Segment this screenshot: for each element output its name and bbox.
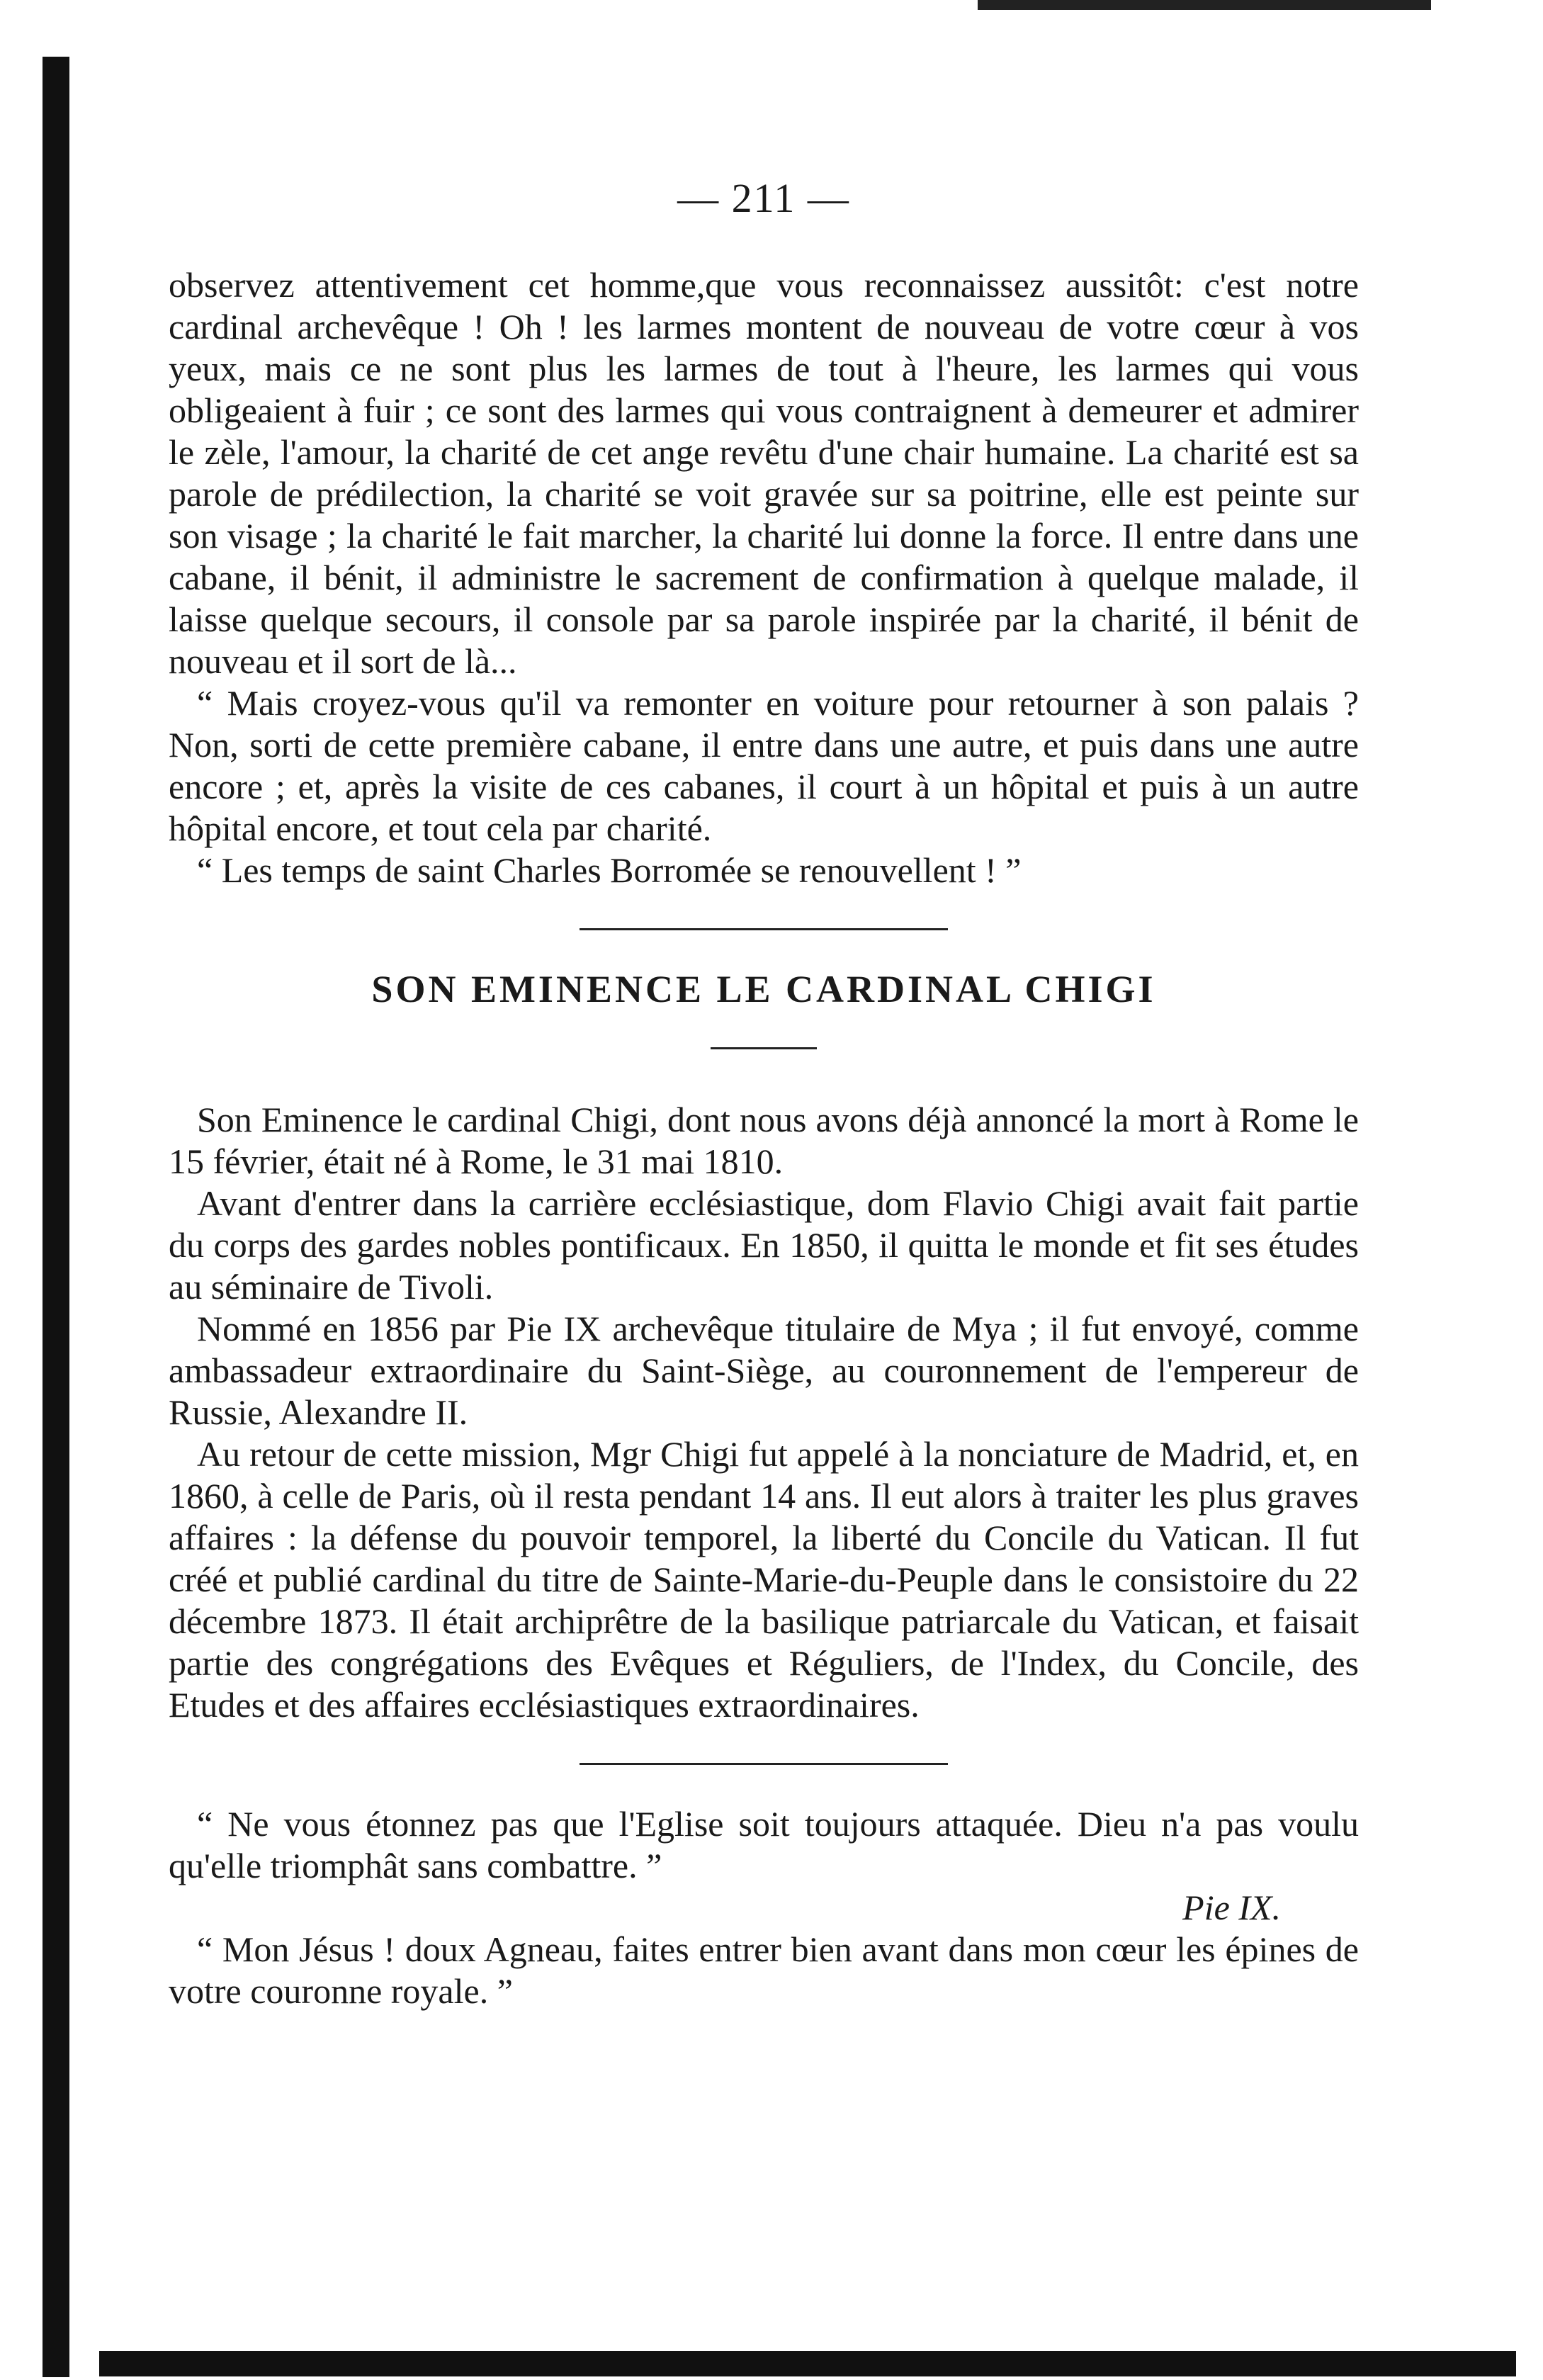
book-page [169,177,1359,2012]
section-cardinal-chigi [169,1099,1359,1726]
heading-underline [711,1047,817,1049]
quote: “ Mon Jésus ! doux Agneau, faites entrer bien avant dans mon cœur les épines de votre couronne royale. ” [169,1929,1359,2011]
paragraph: Nommé en 1856 par Pie IX archevêque titulaire de Mya ; il fut envoyé, comme ambassadeur extraordinaire du Saint-Siège, au couronnement de l'empereur de Russie, Alexandre II. [169,1309,1359,1432]
scan-edge-bottom [99,2351,1516,2376]
section-cardinal-archbishop [169,264,1359,891]
paragraph: “ Les temps de saint Charles Borromée se renouvellent ! ” [197,850,1022,890]
quote-attribution: Pie IX. [1182,1888,1281,1927]
quote: “ Ne vous étonnez pas que l'Eglise soit toujours attaquée. Dieu n'a pas voulu qu'elle triomphât sans combattre. ” [169,1804,1359,1885]
paragraph: Son Eminence le cardinal Chigi, dont nous avons déjà annoncé la mort à Rome le 15 février, était né à Rome, le 31 mai 1810. [169,1100,1359,1181]
section-divider [580,1763,948,1765]
paragraph: Avant d'entrer dans la carrière ecclésiastique, dom Flavio Chigi avait fait partie du corps des gardes nobles pontificaux. En 1850, il quitta le monde et fit ses études au séminaire de Tivoli. [169,1183,1359,1307]
page-number: — 211 — [677,175,850,221]
quotes-block [169,1803,1359,2012]
scan-edge-left [43,57,69,2377]
section-heading: SON EMINENCE LE CARDINAL CHIGI [371,968,1156,1010]
section-divider [580,928,948,930]
scan-edge-top [978,0,1431,10]
paragraph: “ Mais croyez-vous qu'il va remonter en voiture pour retourner à son palais ? Non, sorti de cette première cabane, il entre dans une autre, et puis dans une autre encore ; et, après la visite de ces cabanes, il court à un hôpital et puis à un autre hôpital encore, et tout cela par charité. [169,683,1359,848]
paragraph: Au retour de cette mission, Mgr Chigi fut appelé à la nonciature de Madrid, et, en 1860, à celle de Paris, où il resta pendant 14 ans. Il eut alors à traiter les plus graves affaires : la défense du pouvoir temporel, la liberté du Concile du Vatican. Il fut créé et publié cardinal du titre de Sainte-Marie-du-Peuple dans le consistoire du 22 décembre 1873. Il était archiprêtre de la basilique patriarcale du Vatican, et faisait partie des congrégations des Evêques et Réguliers, de l'Index, du Concile, des Etudes et des affaires ecclésiastiques extraordinaires. [169,1434,1359,1725]
paragraph: observez attentivement cet homme,que vous reconnaissez aussitôt: c'est notre cardinal archevêque ! Oh ! les larmes montent de nouveau de votre cœur à vos yeux, mais ce ne sont plus les larmes de tout à l'heure, les larmes qui vous obligeaient à fuir ; ce sont des larmes qui vous contraignent à demeurer et admirer le zèle, l'amour, la charité de cet ange revêtu d'une chair humaine. La charité est sa parole de prédilection, la charité se voit gravée sur sa poitrine, elle est peinte sur son visage ; la charité le fait marcher, la charité lui donne la force. Il entre dans une cabane, il bénit, il administre le sacrement de confirmation à quelque malade, il laisse quelque secours, il console par sa parole inspirée par la charité, il bénit de nouveau et il sort de là... [169,265,1359,681]
